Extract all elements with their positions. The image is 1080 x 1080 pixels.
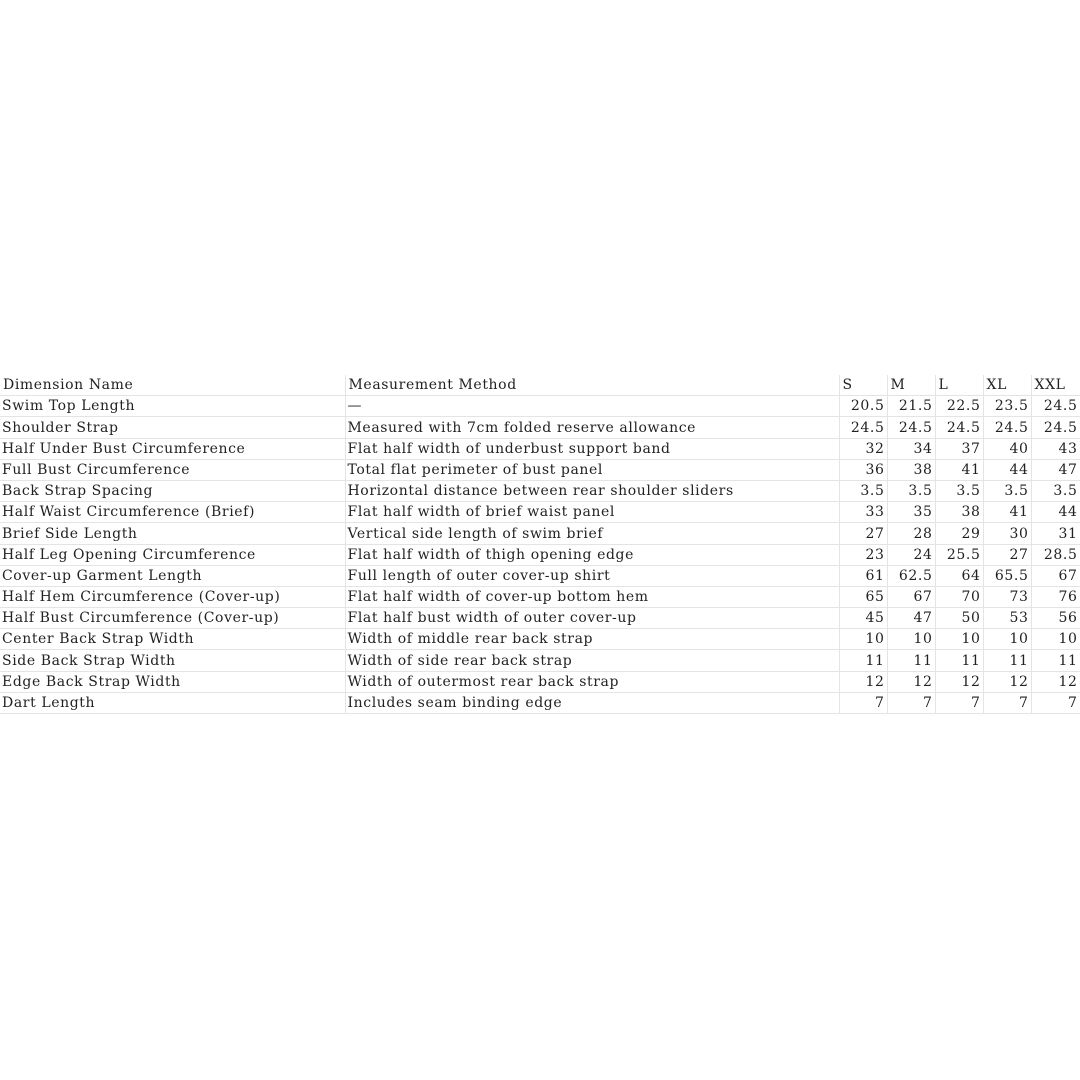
table-row	[0, 650, 1080, 671]
size-value-cell-s: 23	[839, 544, 887, 565]
size-value-cell-xxl: 11	[1031, 650, 1080, 671]
table-row	[0, 692, 1080, 713]
size-chart-body	[0, 396, 1080, 714]
measurement-method-cell: Flat half width of cover-up bottom hem	[345, 586, 839, 607]
table-row	[0, 523, 1080, 544]
size-chart-sheet	[0, 375, 1080, 714]
table-row	[0, 586, 1080, 607]
size-value-cell-s: 24.5	[839, 417, 887, 438]
size-value-cell-xxl: 43	[1031, 438, 1080, 459]
size-value-cell-m: 24.5	[887, 417, 935, 438]
size-value-cell-s: 10	[839, 629, 887, 650]
size-value-cell-l: 10	[935, 629, 983, 650]
size-value-cell-xl: 30	[983, 523, 1031, 544]
measurement-method-cell: Flat half width of underbust support band	[345, 438, 839, 459]
table-row	[0, 565, 1080, 586]
table-row	[0, 459, 1080, 480]
size-value-cell-m: 47	[887, 608, 935, 629]
size-value-cell-s: 11	[839, 650, 887, 671]
size-value-cell-xl: 23.5	[983, 396, 1031, 417]
size-value-cell-xxl: 10	[1031, 629, 1080, 650]
size-value-cell-l: 50	[935, 608, 983, 629]
size-value-cell-l: 24.5	[935, 417, 983, 438]
size-value-cell-s: 36	[839, 459, 887, 480]
size-value-cell-m: 21.5	[887, 396, 935, 417]
size-value-cell-xxl: 44	[1031, 502, 1080, 523]
measurement-method-cell: Flat half bust width of outer cover-up	[345, 608, 839, 629]
dimension-name-cell: Side Back Strap Width	[0, 650, 345, 671]
size-value-cell-s: 45	[839, 608, 887, 629]
dimension-name-cell: Half Bust Circumference (Cover-up)	[0, 608, 345, 629]
size-value-cell-m: 11	[887, 650, 935, 671]
size-value-cell-xl: 27	[983, 544, 1031, 565]
size-value-cell-m: 38	[887, 459, 935, 480]
size-value-cell-l: 11	[935, 650, 983, 671]
size-value-cell-s: 65	[839, 586, 887, 607]
header-row	[0, 375, 1080, 396]
size-value-cell-s: 33	[839, 502, 887, 523]
size-value-cell-xxl: 47	[1031, 459, 1080, 480]
dimension-name-cell: Half Leg Opening Circumference	[0, 544, 345, 565]
size-value-cell-m: 34	[887, 438, 935, 459]
size-value-cell-xxl: 76	[1031, 586, 1080, 607]
size-value-cell-m: 24	[887, 544, 935, 565]
size-value-cell-xl: 41	[983, 502, 1031, 523]
size-value-cell-l: 38	[935, 502, 983, 523]
size-value-cell-l: 3.5	[935, 480, 983, 501]
size-value-cell-l: 64	[935, 565, 983, 586]
dimension-name-cell: Edge Back Strap Width	[0, 671, 345, 692]
size-value-cell-xl: 40	[983, 438, 1031, 459]
size-chart-table	[0, 375, 1080, 714]
measurement-method-cell: Flat half width of thigh opening edge	[345, 544, 839, 565]
size-value-cell-xl: 10	[983, 629, 1031, 650]
measurement-method-cell: Horizontal distance between rear shoulder sliders	[345, 480, 839, 501]
size-value-cell-xxl: 67	[1031, 565, 1080, 586]
size-value-cell-l: 29	[935, 523, 983, 544]
measurement-method-cell: Vertical side length of swim brief	[345, 523, 839, 544]
measurement-method-cell: Total flat perimeter of bust panel	[345, 459, 839, 480]
size-value-cell-l: 12	[935, 671, 983, 692]
dimension-name-cell: Swim Top Length	[0, 396, 345, 417]
size-value-cell-s: 32	[839, 438, 887, 459]
dimension-name-cell: Center Back Strap Width	[0, 629, 345, 650]
measurement-method-cell: Full length of outer cover-up shirt	[345, 565, 839, 586]
size-value-cell-xl: 44	[983, 459, 1031, 480]
measurement-method-cell: Width of middle rear back strap	[345, 629, 839, 650]
size-value-cell-xl: 11	[983, 650, 1031, 671]
size-value-cell-s: 3.5	[839, 480, 887, 501]
table-row	[0, 502, 1080, 523]
header-size-l: L	[935, 375, 983, 396]
measurement-method-cell: Measured with 7cm folded reserve allowance	[345, 417, 839, 438]
dimension-name-cell: Shoulder Strap	[0, 417, 345, 438]
size-value-cell-l: 25.5	[935, 544, 983, 565]
size-value-cell-s: 7	[839, 692, 887, 713]
table-row	[0, 629, 1080, 650]
measurement-method-cell: Width of outermost rear back strap	[345, 671, 839, 692]
size-value-cell-m: 3.5	[887, 480, 935, 501]
size-value-cell-xxl: 3.5	[1031, 480, 1080, 501]
size-value-cell-xxl: 56	[1031, 608, 1080, 629]
size-value-cell-xl: 65.5	[983, 565, 1031, 586]
dimension-name-cell: Brief Side Length	[0, 523, 345, 544]
measurement-method-cell: Flat half width of brief waist panel	[345, 502, 839, 523]
dimension-name-cell: Cover-up Garment Length	[0, 565, 345, 586]
size-value-cell-xxl: 12	[1031, 671, 1080, 692]
size-value-cell-s: 12	[839, 671, 887, 692]
size-value-cell-m: 67	[887, 586, 935, 607]
size-value-cell-m: 28	[887, 523, 935, 544]
table-row	[0, 544, 1080, 565]
size-value-cell-xl: 73	[983, 586, 1031, 607]
dimension-name-cell: Half Waist Circumference (Brief)	[0, 502, 345, 523]
size-value-cell-s: 27	[839, 523, 887, 544]
size-value-cell-m: 35	[887, 502, 935, 523]
size-value-cell-xl: 53	[983, 608, 1031, 629]
dimension-name-cell: Half Under Bust Circumference	[0, 438, 345, 459]
size-value-cell-m: 7	[887, 692, 935, 713]
size-value-cell-xxl: 24.5	[1031, 417, 1080, 438]
header-size-xxl: XXL	[1031, 375, 1080, 396]
size-value-cell-xl: 24.5	[983, 417, 1031, 438]
dimension-name-cell: Dart Length	[0, 692, 345, 713]
size-value-cell-xxl: 31	[1031, 523, 1080, 544]
header-size-s: S	[839, 375, 887, 396]
header-dimension-name: Dimension Name	[0, 375, 345, 396]
measurement-method-cell: Includes seam binding edge	[345, 692, 839, 713]
table-row	[0, 480, 1080, 501]
size-value-cell-xxl: 7	[1031, 692, 1080, 713]
size-value-cell-l: 7	[935, 692, 983, 713]
dimension-name-cell: Full Bust Circumference	[0, 459, 345, 480]
size-value-cell-l: 70	[935, 586, 983, 607]
table-row	[0, 417, 1080, 438]
size-value-cell-s: 61	[839, 565, 887, 586]
table-row	[0, 671, 1080, 692]
dimension-name-cell: Back Strap Spacing	[0, 480, 345, 501]
size-value-cell-m: 62.5	[887, 565, 935, 586]
size-value-cell-s: 20.5	[839, 396, 887, 417]
table-row	[0, 608, 1080, 629]
size-value-cell-xxl: 28.5	[1031, 544, 1080, 565]
measurement-method-cell: Width of side rear back strap	[345, 650, 839, 671]
size-value-cell-xl: 7	[983, 692, 1031, 713]
size-value-cell-m: 12	[887, 671, 935, 692]
size-value-cell-xl: 12	[983, 671, 1031, 692]
header-size-m: M	[887, 375, 935, 396]
header-measurement-method: Measurement Method	[345, 375, 839, 396]
header-size-xl: XL	[983, 375, 1031, 396]
table-row	[0, 438, 1080, 459]
table-row	[0, 396, 1080, 417]
size-value-cell-l: 41	[935, 459, 983, 480]
size-value-cell-l: 22.5	[935, 396, 983, 417]
measurement-method-cell: —	[345, 396, 839, 417]
size-value-cell-m: 10	[887, 629, 935, 650]
size-value-cell-xxl: 24.5	[1031, 396, 1080, 417]
size-value-cell-l: 37	[935, 438, 983, 459]
dimension-name-cell: Half Hem Circumference (Cover-up)	[0, 586, 345, 607]
size-value-cell-xl: 3.5	[983, 480, 1031, 501]
